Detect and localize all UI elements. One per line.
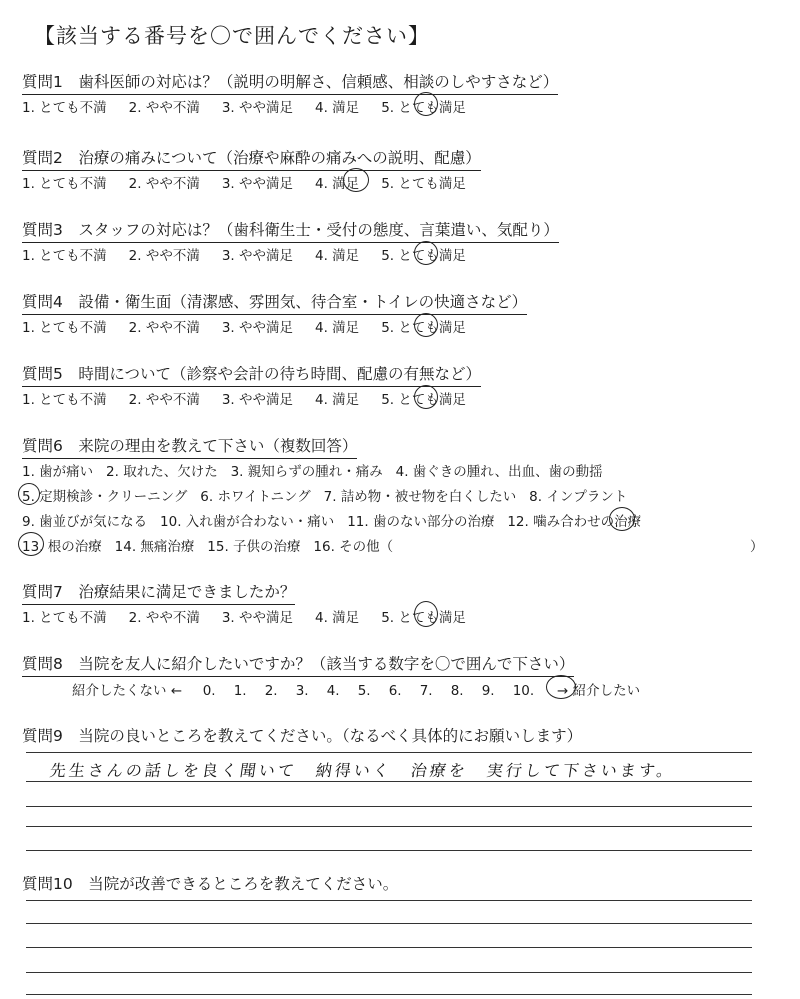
scale-9[interactable]: 9. (481, 683, 495, 699)
scale-2[interactable]: 2. (264, 683, 278, 699)
answer-circle (18, 483, 40, 505)
reason-14[interactable]: 14. 無痛治療 (114, 539, 195, 555)
option-4[interactable]: 4. 満足 (315, 100, 360, 116)
option-5[interactable]: 5. とても満足 (381, 248, 466, 264)
reason-5[interactable]: 5. 定期検診・クリーニング (22, 489, 188, 505)
option-1[interactable]: 1. とても不満 (22, 610, 107, 626)
option-5[interactable]: 5. とても満足 (381, 100, 466, 116)
question-2-label: 質問2 治療の痛みについて（治療や麻酔の痛みへの説明、配慮） (22, 146, 481, 171)
option-4[interactable]: 4. 満足 (315, 176, 360, 192)
option-3[interactable]: 3. やや満足 (221, 100, 294, 116)
option-5[interactable]: 5. とても満足 (381, 320, 466, 336)
option-3[interactable]: 3. やや満足 (221, 248, 294, 264)
option-5[interactable]: 5. とても満足 (381, 392, 466, 408)
question-1-label: 質問1 歯科医師の対応は？（説明の明解さ、信頼感、相談のしやすさなど） (22, 70, 558, 95)
answer-line (26, 900, 752, 901)
answer-line (26, 752, 752, 753)
question-3-label: 質問3 スタッフの対応は？（歯科衛生士・受付の態度、言葉遣い、気配り） (22, 218, 559, 243)
reason-10[interactable]: 10. 入れ歯が合わない・痛い (160, 514, 335, 530)
scale-10[interactable]: 10. (512, 683, 535, 699)
reason-12[interactable]: 12. 噛み合わせの治療 (507, 514, 642, 530)
reason-15[interactable]: 15. 子供の治療 (207, 539, 301, 555)
answer-line (26, 972, 752, 973)
question-6-row-3 (22, 510, 641, 530)
answer-line (26, 781, 752, 782)
scale-6[interactable]: 6. (388, 683, 402, 699)
reason-11[interactable]: 11. 歯のない部分の治療 (347, 514, 495, 530)
scale-5[interactable]: 5. (357, 683, 371, 699)
question-6-label: 質問6 来院の理由を教えて下さい（複数回答） (22, 434, 357, 459)
scale-0[interactable]: 0. (202, 683, 216, 699)
answer-circle (414, 241, 438, 265)
option-3[interactable]: 3. やや満足 (221, 392, 294, 408)
question-2-options (22, 172, 488, 192)
answer-circle (18, 532, 44, 556)
answer-line (26, 923, 752, 924)
option-5[interactable]: 5. とても満足 (381, 610, 466, 626)
option-2[interactable]: 2. やや不満 (128, 176, 200, 192)
reason-7[interactable]: 7. 詰め物・被せ物を白くしたい (323, 489, 517, 505)
scale-3[interactable]: 3. (295, 683, 309, 699)
scale-1[interactable]: 1. (233, 683, 247, 699)
scale-8[interactable]: 8. (450, 683, 464, 699)
answer-line (26, 806, 752, 807)
question-4-label: 質問4 設備・衛生面（清潔感、雰囲気、待合室・トイレの快適さなど） (22, 290, 527, 315)
answer-circle (414, 385, 438, 409)
answer-circle (609, 507, 635, 531)
reason-6[interactable]: 6. ホワイトニング (200, 489, 311, 505)
option-2[interactable]: 2. やや不満 (128, 610, 200, 626)
option-3[interactable]: 3. やや満足 (221, 320, 294, 336)
reason-13[interactable]: 13. 根の治療 (22, 539, 102, 555)
question-6-row-4 (22, 535, 762, 555)
question-9-label: 質問9 当院の良いところを教えてください。（なるべく具体的にお願いします） (22, 727, 583, 745)
option-2[interactable]: 2. やや不満 (128, 392, 200, 408)
question-7-label: 質問7 治療結果に満足できましたか？ (22, 580, 295, 605)
answer-circle (414, 92, 438, 116)
question-9-handwritten-answer[interactable]: 先生さんの話しを良く聞いて 納得いく 治療を 実行して下さいます。 (48, 761, 677, 780)
answer-line (26, 994, 752, 995)
scale-right-text: → 紹介したい (557, 683, 641, 699)
option-5[interactable]: 5. とても満足 (381, 176, 466, 192)
question-8-label: 質問8 当院を友人に紹介したいですか？（該当する数字を〇で囲んで下さい） (22, 652, 574, 677)
option-2[interactable]: 2. やや不満 (128, 100, 200, 116)
option-1[interactable]: 1. とても不満 (22, 176, 107, 192)
page-title: 【該当する番号を〇で囲んでください】 (34, 24, 430, 48)
reason-9[interactable]: 9. 歯並びが気になる (22, 514, 148, 530)
option-2[interactable]: 2. やや不満 (128, 248, 200, 264)
answer-line (26, 947, 752, 948)
answer-circle (414, 313, 438, 337)
answer-circle (343, 168, 369, 192)
answer-circle (546, 675, 576, 699)
reason-16[interactable]: 16. その他（ (313, 539, 394, 555)
option-4[interactable]: 4. 満足 (315, 248, 360, 264)
question-10-label: 質問10 当院が改善できるところを教えてください。 (22, 875, 399, 893)
question-6-row-1 (22, 460, 603, 480)
scale-left-text: 紹介したくない ← (72, 683, 183, 699)
scale-7[interactable]: 7. (419, 683, 433, 699)
option-1[interactable]: 1. とても不満 (22, 392, 107, 408)
option-1[interactable]: 1. とても不満 (22, 320, 107, 336)
scale-4[interactable]: 4. (326, 683, 340, 699)
reason-1[interactable]: 1. 歯が痛い (22, 464, 94, 480)
option-3[interactable]: 3. やや満足 (221, 176, 294, 192)
option-4[interactable]: 4. 満足 (315, 392, 360, 408)
option-4[interactable]: 4. 満足 (315, 320, 360, 336)
option-1[interactable]: 1. とても不満 (22, 100, 107, 116)
other-close-paren: ） (750, 539, 764, 555)
reason-8[interactable]: 8. インプラント (529, 489, 628, 505)
option-1[interactable]: 1. とても不満 (22, 248, 107, 264)
question-6-row-2 (22, 485, 627, 505)
reason-4[interactable]: 4. 歯ぐきの腫れ、出血、歯の動揺 (395, 464, 603, 480)
reason-3[interactable]: 3. 親知らずの腫れ・痛み (230, 464, 383, 480)
answer-circle (414, 601, 438, 627)
option-3[interactable]: 3. やや満足 (221, 610, 294, 626)
answer-line (26, 850, 752, 851)
option-2[interactable]: 2. やや不満 (128, 320, 200, 336)
question-5-label: 質問5 時間について（診察や会計の待ち時間、配慮の有無など） (22, 362, 481, 387)
reason-2[interactable]: 2. 取れた、欠けた (106, 464, 218, 480)
answer-line (26, 826, 752, 827)
option-4[interactable]: 4. 満足 (315, 610, 360, 626)
